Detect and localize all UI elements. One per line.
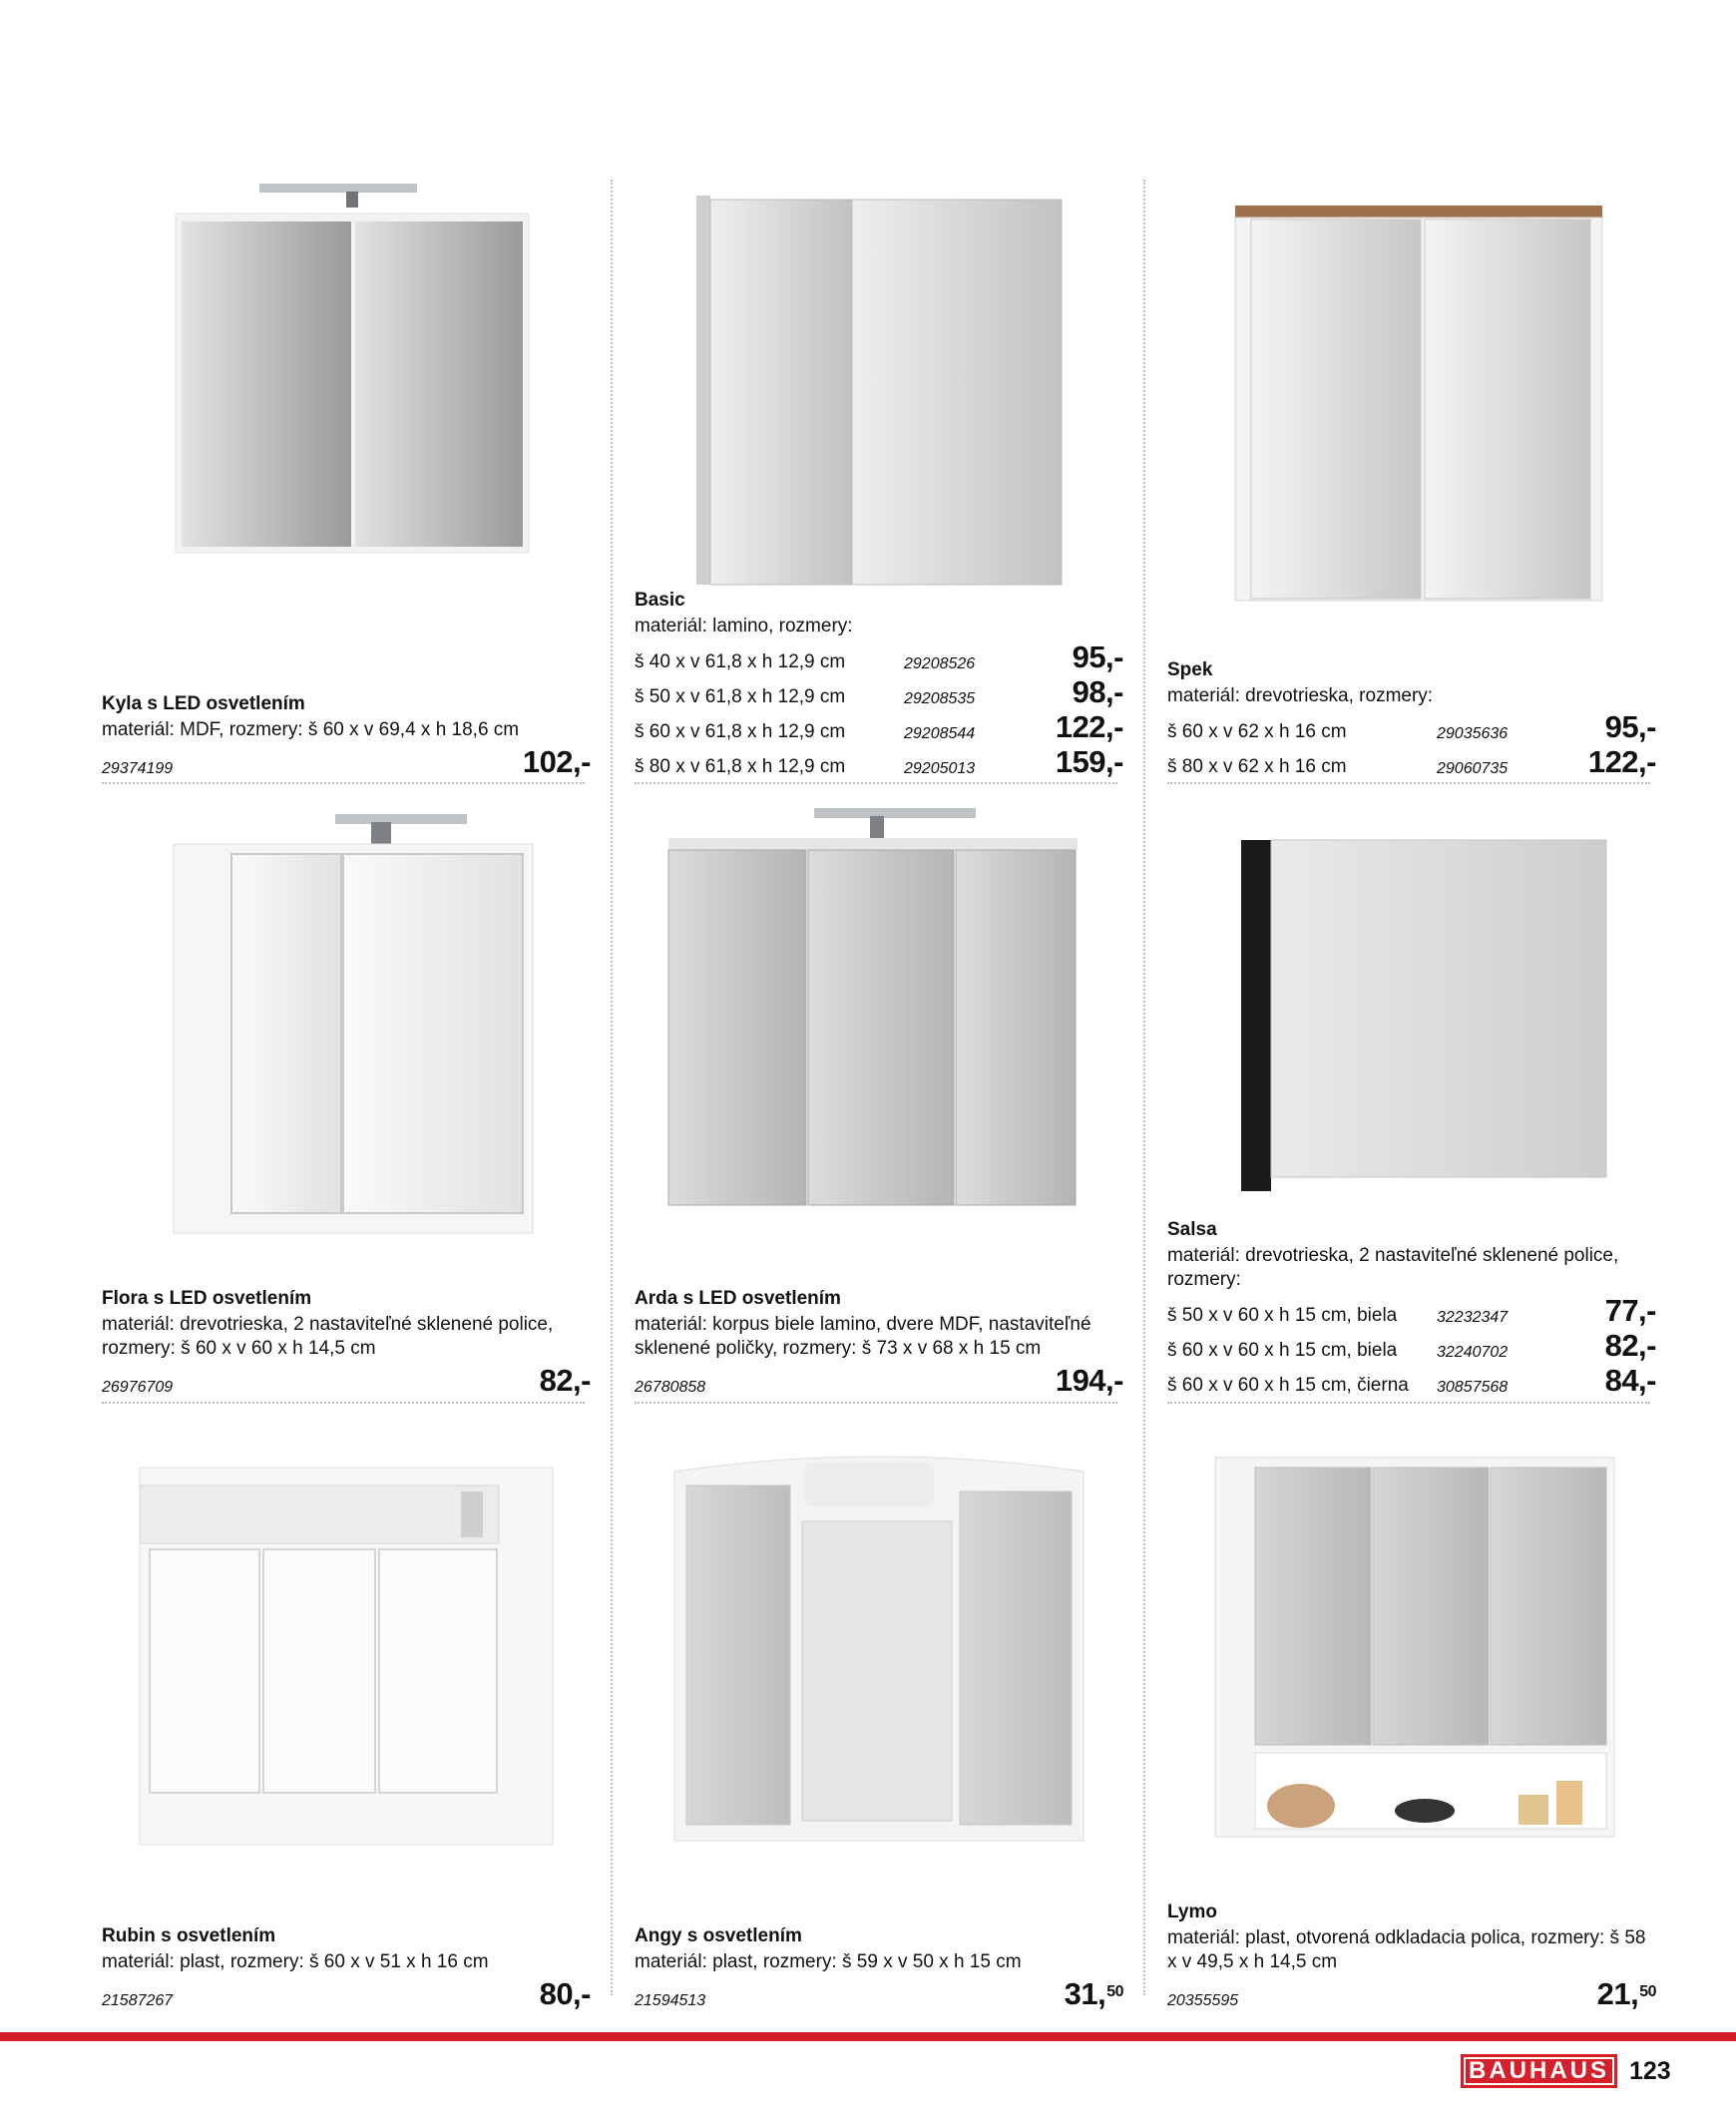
product-description: materiál: plast, otvorená odkladacia polica, rozmery: š 58 x v 49,5 x h 14,5 cm bbox=[1167, 1927, 1646, 1972]
lymo-info bbox=[1167, 1901, 1656, 2010]
product-description: materiál: plast, rozmery: š 59 x v 50 x h 15 cm bbox=[635, 1951, 1022, 1972]
product-name: Basic bbox=[635, 590, 685, 611]
product-description: materiál: MDF, rozmery: š 60 x v 69,4 x h 18,6 cm bbox=[102, 719, 520, 740]
product-description: materiál: plast, rozmery: š 60 x v 51 x h 16 cm bbox=[102, 1951, 489, 1972]
product-name: Arda s LED osvetlením bbox=[635, 1288, 841, 1309]
product-price: 31,50 bbox=[1064, 1976, 1123, 2011]
variant-code: 29035636 bbox=[1437, 725, 1509, 742]
variant-price: 95,- bbox=[1604, 709, 1656, 744]
bauhaus-logo: BAUHAUS bbox=[1461, 2054, 1617, 2088]
variant-code: 29205013 bbox=[904, 760, 976, 777]
variant-code: 30857568 bbox=[1437, 1379, 1509, 1396]
product-flora[interactable] bbox=[102, 788, 591, 1397]
product-name: Rubin s osvetlením bbox=[102, 1925, 276, 1946]
rubin-cabinet-image bbox=[102, 1402, 591, 1861]
product-price: 194,- bbox=[1055, 1363, 1123, 1398]
product-code: 21594513 bbox=[635, 1992, 706, 2009]
arda-info bbox=[635, 1287, 1123, 1397]
kyla-info bbox=[102, 692, 591, 778]
variant-dimensions: š 80 x v 62 x h 16 cm bbox=[1167, 756, 1347, 777]
product-name: Spek bbox=[1167, 659, 1213, 680]
product-salsa[interactable] bbox=[1167, 788, 1656, 1397]
salsa-cabinet-image bbox=[1167, 788, 1656, 1197]
page-number: 123 bbox=[1629, 2056, 1671, 2085]
product-kyla[interactable] bbox=[102, 170, 591, 778]
product-arda[interactable] bbox=[635, 788, 1123, 1397]
footer-red-bar bbox=[0, 2032, 1736, 2041]
variant-code: 32232347 bbox=[1437, 1309, 1509, 1326]
variant-code: 29060735 bbox=[1437, 760, 1509, 777]
variant-code: 29208526 bbox=[904, 655, 976, 672]
product-rubin[interactable] bbox=[102, 1402, 591, 2010]
product-angy[interactable] bbox=[635, 1402, 1123, 2010]
product-price: 102,- bbox=[522, 744, 591, 779]
product-code: 21587267 bbox=[102, 1992, 174, 2009]
variant-dimensions: š 50 x v 60 x h 15 cm, biela bbox=[1167, 1305, 1398, 1326]
variant-code: 32240702 bbox=[1437, 1344, 1509, 1361]
variant-dimensions: š 50 x v 61,8 x h 12,9 cm bbox=[635, 686, 846, 707]
flora-info bbox=[102, 1287, 591, 1397]
spek-cabinet-image bbox=[1167, 170, 1656, 619]
variant-price: 95,- bbox=[1072, 639, 1123, 674]
kyla-cabinet-image bbox=[102, 170, 591, 599]
row-divider bbox=[102, 782, 585, 784]
product-name: Lymo bbox=[1167, 1902, 1217, 1922]
angy-cabinet-image bbox=[635, 1402, 1123, 1861]
product-basic[interactable] bbox=[635, 170, 1123, 778]
product-code: 20355595 bbox=[1167, 1992, 1239, 2009]
variant-dimensions: š 60 x v 62 x h 16 cm bbox=[1167, 721, 1347, 742]
rubin-info bbox=[102, 1924, 591, 2010]
column-divider bbox=[1143, 180, 1145, 1995]
row-divider bbox=[1167, 782, 1650, 784]
spek-info bbox=[1167, 658, 1656, 778]
product-name: Flora s LED osvetlením bbox=[102, 1288, 312, 1309]
angy-info bbox=[635, 1924, 1123, 2010]
basic-info bbox=[635, 589, 1123, 778]
product-description: materiál: drevotrieska, rozmery: bbox=[1167, 685, 1434, 706]
arda-cabinet-image bbox=[635, 788, 1123, 1227]
variant-price: 122,- bbox=[1587, 744, 1656, 779]
product-price: 80,- bbox=[539, 1976, 591, 2011]
variant-dimensions: š 40 x v 61,8 x h 12,9 cm bbox=[635, 651, 846, 672]
product-price: 82,- bbox=[539, 1363, 591, 1398]
product-lymo[interactable] bbox=[1167, 1402, 1656, 2010]
product-price: 21,50 bbox=[1596, 1976, 1656, 2011]
variant-code: 29208535 bbox=[904, 690, 976, 707]
lymo-cabinet-image bbox=[1167, 1402, 1656, 1841]
product-code: 26976709 bbox=[102, 1379, 174, 1396]
product-spek[interactable] bbox=[1167, 170, 1656, 778]
product-description: materiál: drevotrieska, 2 nastaviteľné sklenené police, rozmery: š 60 x v 60 x h 14,5 cm bbox=[102, 1314, 554, 1359]
product-code: 29374199 bbox=[102, 760, 174, 777]
product-description: materiál: korpus biele lamino, dvere MDF, nastaviteľné sklenené poličky, rozmery: š 73 x v 68 x h 15 cm bbox=[635, 1314, 1091, 1359]
variant-dimensions: š 80 x v 61,8 x h 12,9 cm bbox=[635, 756, 846, 777]
footer bbox=[1461, 2054, 1671, 2088]
variant-price: 98,- bbox=[1072, 674, 1123, 709]
product-code: 26780858 bbox=[635, 1379, 706, 1396]
variant-price: 77,- bbox=[1604, 1293, 1656, 1328]
variant-price: 84,- bbox=[1604, 1363, 1656, 1398]
flora-cabinet-image bbox=[102, 788, 591, 1247]
variant-code: 29208544 bbox=[904, 725, 976, 742]
basic-cabinet-image bbox=[635, 170, 1123, 589]
product-description: materiál: lamino, rozmery: bbox=[635, 616, 853, 636]
column-divider bbox=[611, 180, 613, 1995]
salsa-info bbox=[1167, 1218, 1656, 1397]
variant-price: 159,- bbox=[1055, 744, 1123, 779]
row-divider bbox=[635, 782, 1117, 784]
product-name: Kyla s LED osvetlením bbox=[102, 693, 305, 714]
product-name: Angy s osvetlením bbox=[635, 1925, 802, 1946]
variant-dimensions: š 60 x v 60 x h 15 cm, biela bbox=[1167, 1340, 1398, 1361]
variant-dimensions: š 60 x v 60 x h 15 cm, čierna bbox=[1167, 1375, 1409, 1396]
variant-dimensions: š 60 x v 61,8 x h 12,9 cm bbox=[635, 721, 846, 742]
variant-price: 122,- bbox=[1055, 709, 1123, 744]
variant-price: 82,- bbox=[1604, 1328, 1656, 1363]
product-name: Salsa bbox=[1167, 1219, 1217, 1240]
product-description: materiál: drevotrieska, 2 nastaviteľné sklenené police, rozmery: bbox=[1167, 1245, 1619, 1290]
